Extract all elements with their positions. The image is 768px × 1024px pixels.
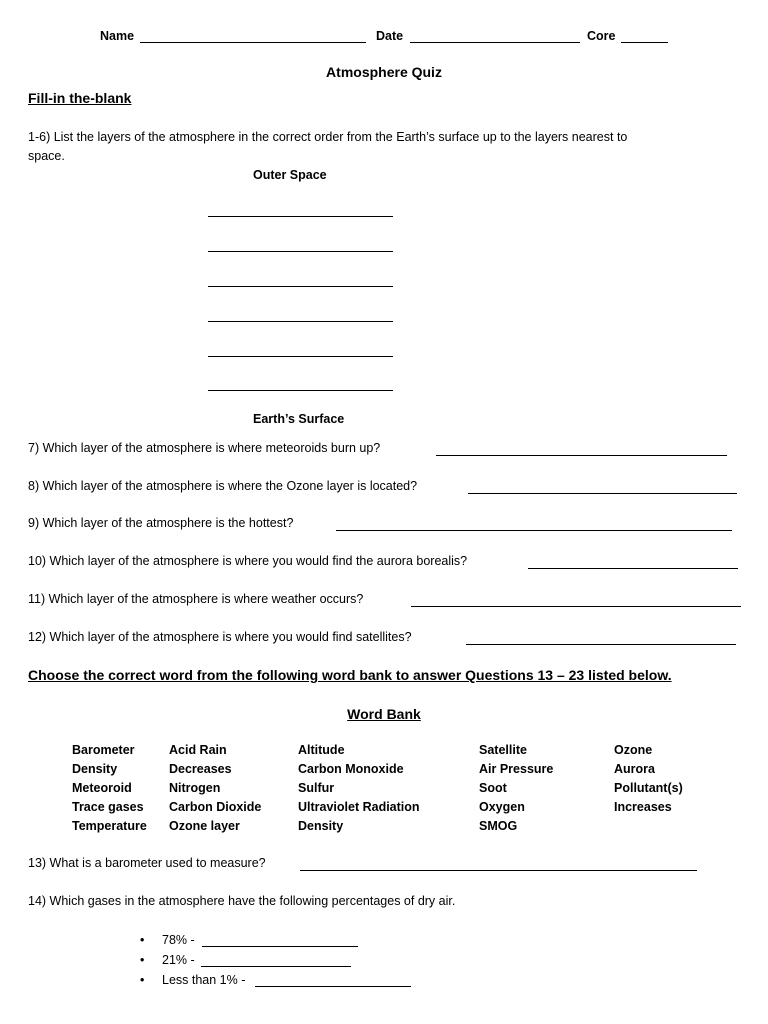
section-fill-in-blank: Fill-in the-blank	[28, 90, 132, 106]
word-bank-item: Density	[298, 819, 344, 833]
answer-line-13[interactable]	[300, 870, 697, 871]
earth-surface-label: Earth’s Surface	[253, 412, 345, 426]
date-field[interactable]	[410, 42, 580, 43]
word-bank-item: Carbon Dioxide	[169, 800, 262, 814]
layer-answer-line[interactable]	[208, 321, 393, 322]
answer-line-11[interactable]	[411, 606, 741, 607]
word-bank-item: Acid Rain	[169, 743, 227, 757]
word-bank-item: Decreases	[169, 762, 232, 776]
bullet-item-78	[140, 933, 195, 947]
core-field[interactable]	[621, 42, 668, 43]
question-1-6-line1: 1-6) List the layers of the atmosphere in the correct order from the Earth’s surface up to the layers nearest to	[28, 130, 628, 144]
word-bank-title: Word Bank	[347, 706, 421, 722]
question-1-6-line2: space.	[28, 149, 65, 163]
word-bank-item: Satellite	[479, 743, 527, 757]
answer-line-10[interactable]	[528, 568, 738, 569]
word-bank-item: Air Pressure	[479, 762, 554, 776]
word-bank-item: SMOG	[479, 819, 518, 833]
word-bank-column-2	[169, 741, 261, 836]
word-bank-item: Oxygen	[479, 800, 525, 814]
word-bank-item: Altitude	[298, 743, 345, 757]
layer-answer-line[interactable]	[208, 390, 393, 391]
question-9: 9) Which layer of the atmosphere is the hottest?	[28, 516, 294, 530]
word-bank-item: Nitrogen	[169, 781, 221, 795]
word-bank-column-4	[479, 741, 553, 836]
bullet-label: Less than 1% -	[162, 973, 246, 987]
word-bank-item: Trace gases	[72, 800, 144, 814]
word-bank-column-1	[72, 741, 147, 836]
answer-line-12[interactable]	[466, 644, 736, 645]
bullet-item-21	[140, 953, 195, 967]
word-bank-item: Sulfur	[298, 781, 335, 795]
answer-line-14c[interactable]	[255, 986, 411, 987]
word-bank-instructions: Choose the correct word from the following word bank to answer Questions 13 – 23 listed below.	[28, 667, 672, 683]
layer-answer-line[interactable]	[208, 356, 393, 357]
word-bank-item: Ozone	[614, 743, 653, 757]
bullet-icon: •	[140, 973, 145, 987]
word-bank-item: Increases	[614, 800, 672, 814]
answer-line-7[interactable]	[436, 455, 727, 456]
bullet-item-less-than-1	[140, 973, 245, 987]
date-label: Date	[376, 29, 404, 43]
word-bank-column-3	[298, 741, 420, 836]
name-label: Name	[100, 29, 135, 43]
question-7: 7) Which layer of the atmosphere is where meteoroids burn up?	[28, 441, 381, 455]
question-12: 12) Which layer of the atmosphere is where you would find satellites?	[28, 630, 412, 644]
bullet-icon: •	[140, 933, 145, 947]
word-bank-item: Soot	[479, 781, 507, 795]
name-field[interactable]	[140, 42, 366, 43]
bullet-icon: •	[140, 953, 145, 967]
word-bank-item: Barometer	[72, 743, 135, 757]
word-bank-item: Aurora	[614, 762, 655, 776]
word-bank-item: Temperature	[72, 819, 147, 833]
answer-line-14a[interactable]	[202, 946, 358, 947]
bullet-label: 21% -	[162, 953, 195, 967]
bullet-label: 78% -	[162, 933, 195, 947]
question-10: 10) Which layer of the atmosphere is where you would find the aurora borealis?	[28, 554, 468, 568]
layer-answer-line[interactable]	[208, 286, 393, 287]
word-bank-item: Pollutant(s)	[614, 781, 683, 795]
layer-answer-line[interactable]	[208, 216, 393, 217]
answer-line-9[interactable]	[336, 530, 732, 531]
question-14: 14) Which gases in the atmosphere have the following percentages of dry air.	[28, 894, 456, 908]
answer-line-8[interactable]	[468, 493, 737, 494]
word-bank-item: Carbon Monoxide	[298, 762, 404, 776]
outer-space-label: Outer Space	[253, 168, 327, 182]
answer-line-14b[interactable]	[201, 966, 351, 967]
word-bank-column-5	[614, 741, 683, 817]
word-bank-item: Density	[72, 762, 118, 776]
question-11: 11) Which layer of the atmosphere is where weather occurs?	[28, 592, 364, 606]
page-title: Atmosphere Quiz	[326, 64, 442, 80]
core-label: Core	[587, 29, 616, 43]
word-bank-item: Meteoroid	[72, 781, 132, 795]
question-13: 13) What is a barometer used to measure?	[28, 856, 266, 870]
question-8: 8) Which layer of the atmosphere is where the Ozone layer is located?	[28, 479, 418, 493]
word-bank-item: Ultraviolet Radiation	[298, 800, 420, 814]
word-bank-item: Ozone layer	[169, 819, 240, 833]
layer-answer-line[interactable]	[208, 251, 393, 252]
